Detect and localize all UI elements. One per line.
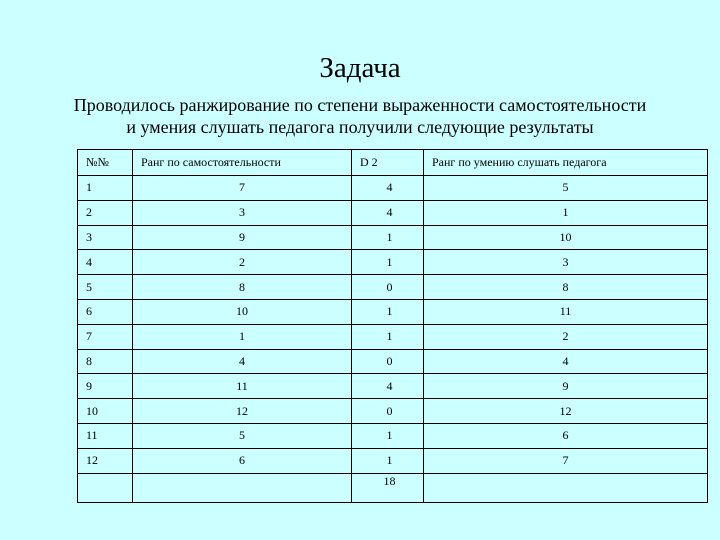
cell-rank-independence: 9	[133, 225, 352, 250]
table-row	[78, 299, 708, 324]
cell-rank-listening: 10	[424, 225, 708, 250]
table-header-row	[78, 150, 708, 176]
cell-number: 4	[78, 250, 133, 275]
cell-rank-independence: 1	[133, 324, 352, 349]
cell-rank-independence: 3	[133, 200, 352, 225]
cell-rank-independence: 10	[133, 299, 352, 324]
cell-rank-listening: 12	[424, 399, 708, 424]
cell-number: 10	[78, 399, 133, 424]
cell-rank-listening: 8	[424, 275, 708, 300]
cell-rank-independence: 12	[133, 399, 352, 424]
header-rank-independence: Ранг по самостоятельности	[133, 150, 352, 176]
table-row	[78, 448, 708, 473]
slide-subtitle	[30, 94, 690, 138]
cell-rank-independence: 6	[133, 448, 352, 473]
cell-rank-listening: 11	[424, 299, 708, 324]
table-row	[78, 423, 708, 448]
cell-number: 2	[78, 200, 133, 225]
cell-number: 1	[78, 176, 133, 201]
table-row	[78, 374, 708, 399]
subtitle-line-2: и умения слушать педагога получили следующие результаты	[126, 117, 594, 137]
cell-d2: 1	[352, 250, 424, 275]
cell-number: 7	[78, 324, 133, 349]
table-row	[78, 250, 708, 275]
cell-rank-independence: 11	[133, 374, 352, 399]
cell-rank-listening: 4	[424, 349, 708, 374]
total-cell-number	[78, 473, 133, 502]
cell-d2: 4	[352, 374, 424, 399]
cell-rank-listening: 1	[424, 200, 708, 225]
cell-number: 3	[78, 225, 133, 250]
cell-rank-independence: 4	[133, 349, 352, 374]
cell-number: 8	[78, 349, 133, 374]
total-cell-d2: 18	[352, 473, 424, 502]
total-cell-rank-independence	[133, 473, 352, 502]
cell-rank-listening: 9	[424, 374, 708, 399]
table-total-row	[78, 473, 708, 502]
cell-d2: 4	[352, 200, 424, 225]
total-cell-rank-listening	[424, 473, 708, 502]
table-row	[78, 399, 708, 424]
header-rank-listening: Ранг по умению слушать педагога	[424, 150, 708, 176]
cell-d2: 1	[352, 299, 424, 324]
cell-rank-independence: 5	[133, 423, 352, 448]
cell-rank-listening: 2	[424, 324, 708, 349]
subtitle-line-1: Проводилось ранжирование по степени выраженности самостоятельности	[73, 95, 647, 115]
cell-d2: 1	[352, 448, 424, 473]
table-row	[78, 275, 708, 300]
cell-rank-independence: 8	[133, 275, 352, 300]
cell-rank-listening: 5	[424, 176, 708, 201]
cell-d2: 1	[352, 225, 424, 250]
slide-title: Задача	[319, 52, 401, 84]
cell-rank-listening: 7	[424, 448, 708, 473]
table-body	[78, 176, 708, 503]
cell-rank-independence: 7	[133, 176, 352, 201]
table-row	[78, 200, 708, 225]
cell-rank-listening: 6	[424, 423, 708, 448]
cell-rank-independence: 2	[133, 250, 352, 275]
cell-rank-listening: 3	[424, 250, 708, 275]
cell-d2: 4	[352, 176, 424, 201]
cell-d2: 1	[352, 324, 424, 349]
cell-d2: 1	[352, 423, 424, 448]
table-row	[78, 324, 708, 349]
cell-number: 6	[78, 299, 133, 324]
cell-d2: 0	[352, 275, 424, 300]
header-d2: D 2	[352, 150, 424, 176]
cell-number: 9	[78, 374, 133, 399]
table-row	[78, 176, 708, 201]
cell-number: 12	[78, 448, 133, 473]
cell-d2: 0	[352, 349, 424, 374]
table-row	[78, 225, 708, 250]
table-row	[78, 349, 708, 374]
results-table	[77, 149, 708, 503]
header-number: №№	[78, 150, 133, 176]
cell-number: 11	[78, 423, 133, 448]
cell-number: 5	[78, 275, 133, 300]
cell-d2: 0	[352, 399, 424, 424]
